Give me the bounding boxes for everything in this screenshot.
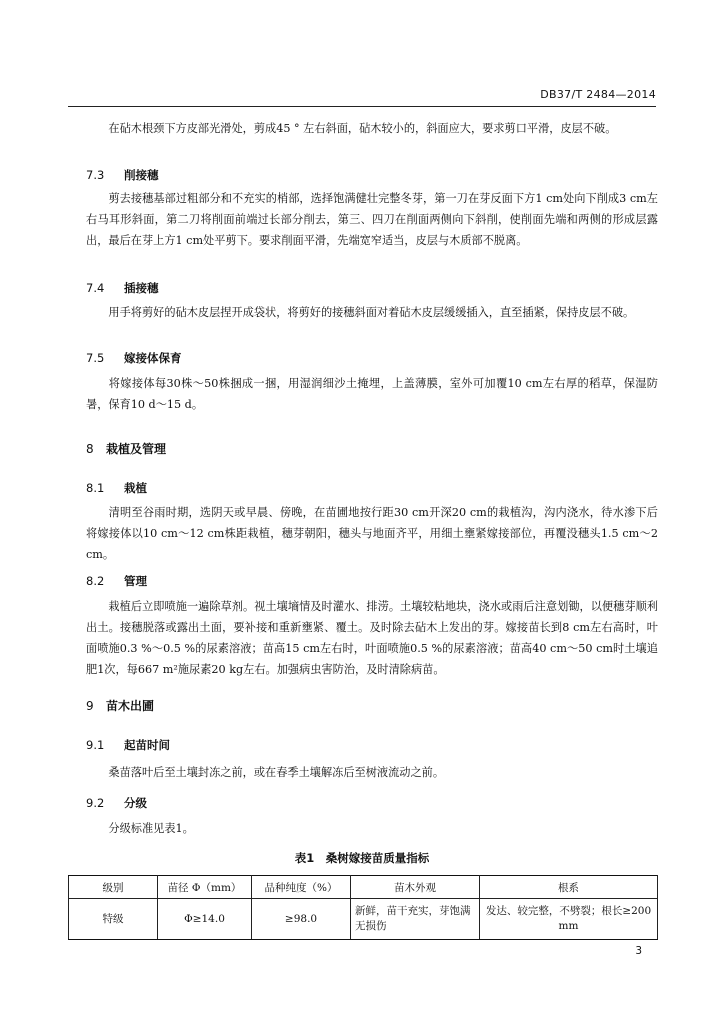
cell-purity: ≥98.0: [252, 899, 351, 940]
section-8-2-heading: [86, 573, 147, 589]
paragraph-text: 在砧木根颈下方皮部光滑处，剪成45 ° 左右斜面，砧木较小的，斜面应大，要求剪口平滑，皮层不破。: [108, 122, 617, 135]
section-title: 插接穗: [124, 281, 159, 295]
paragraph-7-5: [86, 373, 658, 415]
paragraph-9-1: [86, 762, 658, 783]
section-number: 7.5: [86, 351, 105, 365]
section-9-2-heading: [86, 795, 147, 811]
section-number: 8.1: [86, 481, 105, 495]
cell-appearance: 新鲜，苗干充实，芽饱满无损伤: [351, 899, 480, 940]
section-title: 起苗时间: [124, 738, 170, 752]
section-title: 分级: [124, 796, 147, 810]
paragraph-8-2: [86, 596, 658, 680]
header-rule: [68, 106, 656, 107]
section-title: 苗木出圃: [106, 699, 155, 713]
header-cell-root: 根系: [480, 876, 658, 899]
section-title: 削接穗: [124, 168, 159, 182]
cell-diameter: Φ≥14.0: [158, 899, 252, 940]
header-cell-grade: 级别: [69, 876, 158, 899]
section-9-1-heading: [86, 737, 170, 753]
paragraph-text: 分级标准见表1。: [108, 822, 194, 835]
cell-grade: 特级: [69, 899, 158, 940]
section-number: 9.1: [86, 738, 105, 752]
header-cell-appearance: 苗木外观: [351, 876, 480, 899]
section-9-heading: [86, 697, 154, 714]
section-number: 8.2: [86, 574, 105, 588]
table-header-row: [69, 876, 658, 899]
section-number: 9.2: [86, 796, 105, 810]
paragraph-text: 剪去接穗基部过粗部分和不充实的梢部，选择饱满健壮完整冬芽，第一刀在芽反面下方1 cm处向下削成3 cm左右马耳形斜面，第二刀将削面前端过长部分削去，第三、四刀在削面两侧向下斜削，使削面先端和两侧的形成层露出，最后在芽上方1 cm处平剪下。要求削面平滑，先端宽窄适当，皮层与木质部不脱离。: [86, 192, 658, 247]
paragraph-7-3: [86, 188, 658, 251]
paragraph-cut-stock: [86, 118, 658, 139]
section-number: 7.3: [86, 168, 105, 182]
table-caption: 表1 桑树嫁接苗质量指标: [294, 851, 430, 865]
section-number: 9: [86, 699, 94, 713]
section-title: 管理: [124, 574, 147, 588]
cell-root: 发达、较完整，不劈裂；根长≥200 mm: [480, 899, 658, 940]
quality-table: [68, 875, 658, 940]
paragraph-9-2: [86, 818, 658, 839]
section-8-heading: [86, 440, 166, 457]
header-cell-diameter: 苗径 Φ（mm）: [158, 876, 252, 899]
section-title: 栽植及管理: [106, 442, 167, 456]
section-7-5-heading: [86, 350, 182, 366]
section-number: 7.4: [86, 281, 105, 295]
section-7-3-heading: [86, 167, 159, 183]
section-number: 8: [86, 442, 94, 456]
header-cell-purity: 品种纯度（%）: [252, 876, 351, 899]
paragraph-8-1: [86, 502, 658, 565]
paragraph-text: 将嫁接体每30株～50株捆成一捆，用湿润细沙土掩埋，上盖薄膜，室外可加覆10 cm左右厚的稻草，保湿防暑，保育10 d～15 d。: [86, 377, 658, 411]
section-8-1-heading: [86, 480, 147, 496]
paragraph-text: 用手将剪好的砧木皮层捏开成袋状，将剪好的接穗斜面对着砧木皮层缓缓插入，直至插紧，保持皮层不破。: [108, 306, 635, 319]
paragraph-text: 桑苗落叶后至土壤封冻之前，或在春季土壤解冻后至树液流动之前。: [108, 766, 445, 779]
table-row: [69, 899, 658, 940]
paragraph-text: 栽植后立即喷施一遍除草剂。视土壤墒情及时灌水、排涝。土壤较粘地块，浇水或雨后注意划锄，以便穗芽顺利出土。接穗脱落或露出土面，要补接和重新壅紧、覆土。及时除去砧木上发出的芽。嫁接苗长到8 cm左右高时，叶面喷施0.3 %～0.5 %的尿素溶液；苗高15 cm左右时，叶面喷施0.5 %的尿素溶液；苗高40 cm～50 cm时土壤追肥1次，每667 m²施尿素20 kg左右。加强病虫害防治，及时清除病苗。: [86, 600, 658, 676]
page-number: 3: [635, 945, 642, 957]
paragraph-text: 清明至谷雨时期，选阴天或早晨、傍晚，在苗圃地按行距30 cm开深20 cm的栽植沟，沟内浇水，待水渗下后将嫁接体以10 cm～12 cm株距栽植，穗芽朝阳，穗头与地面齐平，用细土壅紧嫁接部位，再覆没穗头1.5 cm～2 cm。: [86, 506, 658, 561]
document-code: DB37/T 2484—2014: [540, 88, 656, 101]
section-title: 嫁接体保育: [124, 351, 182, 365]
section-title: 栽植: [124, 481, 147, 495]
section-7-4-heading: [86, 280, 159, 296]
paragraph-7-4: [86, 302, 658, 323]
